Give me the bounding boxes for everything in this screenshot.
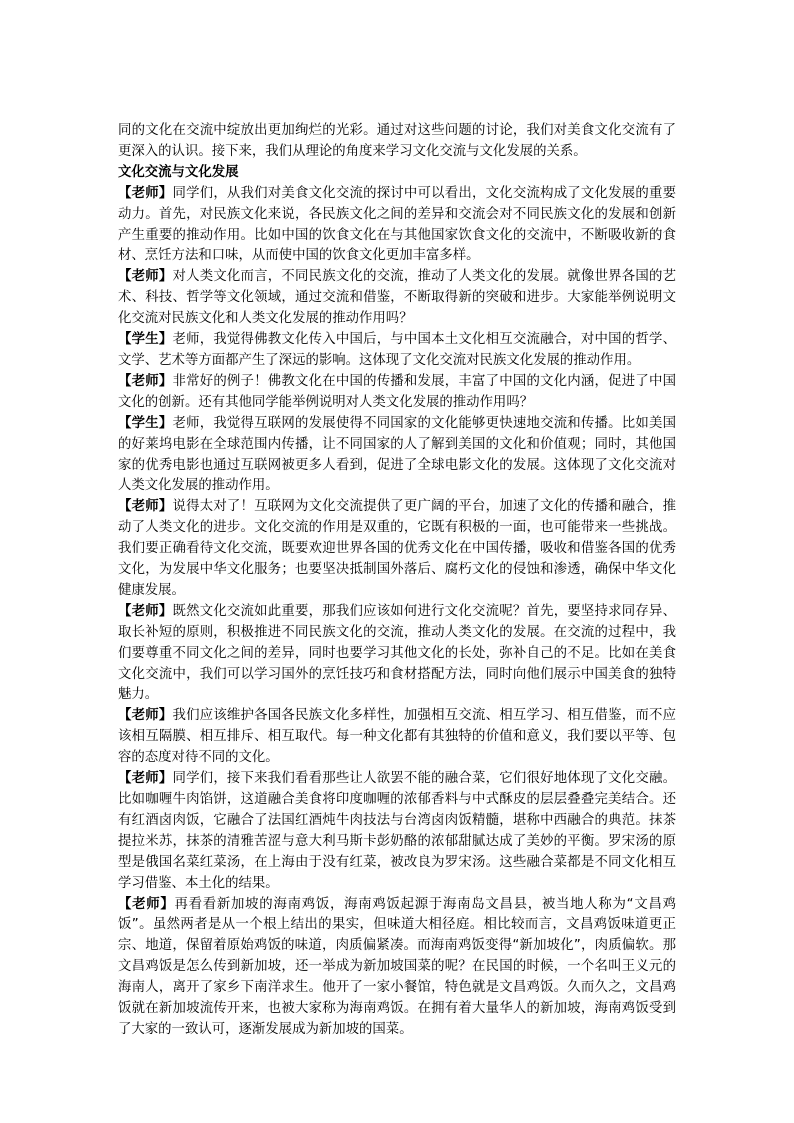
speaker-label: 【老师】 [118,708,173,724]
dialogue-paragraph [118,769,676,894]
dialogue-text: 说得太对了！互联网为文化交流提供了更广阔的平台，加速了文化的传播和融合，推动了人类文化的进步。文化交流的作用是双重的，它既有积极的一面，也可能带来一些挑战。我们要正确看待文化交流，既要欢迎世界各国的优秀文化在中国传播，吸收和借鉴各国的优秀文化，为发展中华文化服务；也要坚决抵制国外落后、腐朽文化的侵蚀和渗透，确保中华文化健康发展。 [118,499,677,598]
speaker-label: 【老师】 [118,185,173,201]
dialogue-paragraph [118,706,676,769]
dialogue-text: 非常好的例子！佛教文化在中国的传播和发展，丰富了中国的文化内涵，促进了中国文化的创新。还有其他同学能举例说明对人类文化发展的推动作用吗？ [118,373,677,410]
intro-paragraph: 同的文化在交流中绽放出更加绚烂的光彩。通过对这些问题的讨论，我们对美食文化交流有了更深入的认识。接下来，我们从理论的角度来学习文化交流与文化发展的关系。 [118,123,676,159]
document-page [118,121,676,1041]
dialogue-text: 同学们，接下来我们看看那些让人欲罢不能的融合菜，它们很好地体现了文化交融。比如咖喱牛肉馅饼，这道融合美食将印度咖喱的浓郁香料与中式酥皮的层层叠叠完美结合。还有红酒卤肉饭，它融合了法国红酒炖牛肉技法与台湾卤肉饭精髓，堪称中西融合的典范。抹茶提拉米苏，抹茶的清雅苦涩与意大利马斯卡彭奶酪的浓郁甜腻达成了美妙的平衡。罗宋汤的原型是俄国名菜红菜汤，在上海由于没有红菜，被改良为罗宋汤。这些融合菜都是不同文化相互学习借鉴、本土化的结果。 [118,771,677,891]
speaker-label: 【学生】 [118,415,173,431]
speaker-label: 【老师】 [118,896,175,912]
section-heading: 文化交流与文化发展 [118,164,239,180]
dialogue-text: 既然文化交流如此重要，那我们应该如何进行文化交流呢？首先，要坚持求同存异、取长补短的原则，积极推进不同民族文化的交流，推动人类文化的发展。在交流的过程中，我们要尊重不同文化之间的差异，同时也要学习其他文化的长处，弥补自己的不足。比如在美食文化交流中，我们可以学习国外的烹饪技巧和食材搭配方法，同时向他们展示中国美食的独特魅力。 [118,603,677,703]
dialogue-paragraph [118,330,676,372]
dialogue-paragraph [118,602,676,707]
dialogue-paragraph [118,895,676,1041]
dialogue-paragraph [118,267,676,330]
dialogue-text: 我们应该维护各国各民族文化多样性，加强相互交流、相互学习、相互借鉴，而不应该相互隔膜、相互排斥、相互取代。每一种文化都有其独特的价值和意义，我们要以平等、包容的态度对待不同的文化。 [118,708,677,766]
speaker-label: 【老师】 [118,373,173,389]
speaker-label: 【老师】 [118,499,173,515]
dialogue-text: 同学们，从我们对美食文化交流的探讨中可以看出，文化交流构成了文化发展的重要动力。首先，对民族文化来说，各民族文化之间的差异和交流会对不同民族文化的发展和创新产生重要的推动作用。比如中国的饮食文化在与其他国家饮食文化的交流中，不断吸收新的食材、烹饪方法和口味，从而使中国的饮食文化更加丰富多样。 [118,185,677,264]
dialogue-paragraph [118,414,676,498]
speaker-label: 【老师】 [118,603,173,619]
dialogue-text: 再看看新加坡的海南鸡饭，海南鸡饭起源于海南岛文昌县，被当地人称为“文昌鸡饭”。虽然两者是从一个根上结出的果实，但味道大相径庭。相比较而言，文昌鸡饭味道更正宗、地道，保留着原始鸡饭的味道，肉质偏紧凑。而海南鸡饭变得“新加坡化”，肉质偏软。那文昌鸡饭是怎么传到新加坡，还一举成为新加坡国菜的呢？在民国的时候，一个名叫王义元的海南人，离开了家乡下南洋求生。他开了一家小餐馆，特色就是文昌鸡饭。久而久之，文昌鸡饭就在新加坡流传开来，也被大家称为海南鸡饭。在拥有着大量华人的新加坡，海南鸡饭受到了大家的一致认可，逐渐发展成为新加坡的国菜。 [118,896,677,1037]
dialogue-text: 老师，我觉得佛教文化传入中国后，与中国本土文化相互交流融合，对中国的哲学、文学、艺术等方面都产生了深远的影响。这体现了文化交流对民族文化发展的推动作用。 [118,332,677,368]
dialogue-text: 老师，我觉得互联网的发展使得不同国家的文化能够更快速地交流和传播。比如美国的好莱坞电影在全球范围内传播，让不同国家的人了解到美国的文化和价值观；同时，其他国家的优秀电影也通过互联网被更多人看到，促进了全球电影文化的发展。这体现了文化交流对人类文化发展的推动作用。 [118,415,677,494]
dialogue-text: 对人类文化而言，不同民族文化的交流，推动了人类文化的发展。就像世界各国的艺术、科技、哲学等文化领域，通过交流和借鉴，不断取得新的突破和进步。大家能举例说明文化交流对民族文化和人类文化发展的推动作用吗？ [118,269,677,327]
speaker-label: 【学生】 [118,332,173,348]
dialogue-paragraph [118,497,676,602]
speaker-label: 【老师】 [118,771,173,787]
dialogue-paragraph [118,184,676,268]
dialogue-paragraph [118,372,676,414]
speaker-label: 【老师】 [118,269,173,285]
